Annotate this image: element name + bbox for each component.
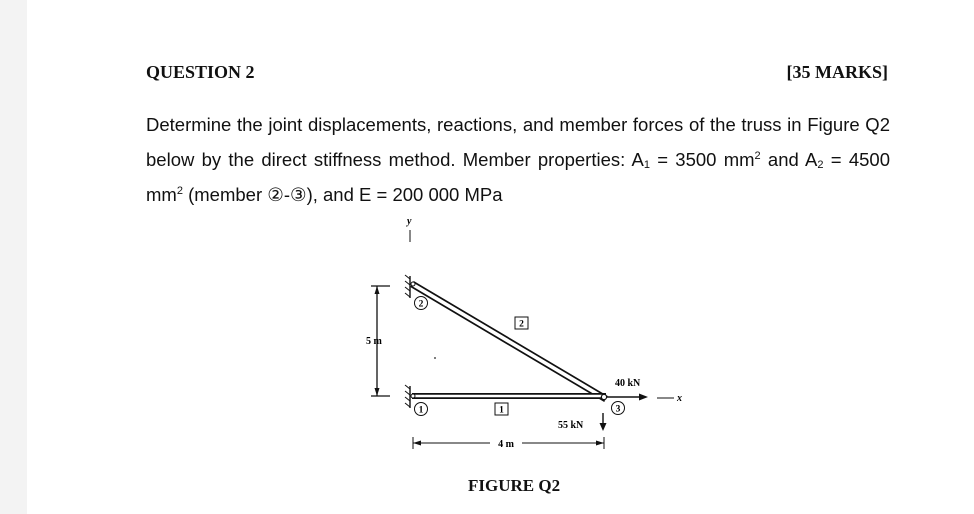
figure-caption: FIGURE Q2: [468, 476, 561, 495]
node-3-marker: [612, 402, 625, 415]
node-2-marker: [415, 297, 428, 310]
question-title: QUESTION 2: [146, 62, 255, 82]
height-label: 5 m: [366, 336, 382, 347]
x-axis-label: x: [677, 393, 682, 404]
node-2-label: 2: [418, 299, 424, 310]
width-dimension: [413, 437, 604, 450]
load-horizontal: [607, 378, 648, 401]
member-2-marker: [515, 317, 528, 330]
node-1-marker: [415, 403, 428, 416]
left-margin-strip: [0, 0, 27, 514]
support-node-1: [405, 385, 415, 408]
superscript-squared-2: 2: [176, 185, 183, 197]
question-marks: [35 MARKS]: [786, 62, 888, 82]
width-label: 4 m: [498, 439, 514, 450]
question-text-part2: = 3500 mm: [649, 149, 755, 170]
y-axis-label: y: [407, 216, 412, 227]
member-2: [412, 284, 606, 399]
question-text-part3: and A: [760, 149, 818, 170]
truss-figure: [350, 210, 700, 480]
question-text-part1: Determine the joint displacements, reactions, and member forces of the truss in Figure Q2 below by the direct stiffness method. Member properties: A: [146, 114, 890, 170]
y-axis: [406, 216, 412, 242]
load-vertical-label: 55 kN: [558, 420, 584, 431]
member-1-label: 1: [499, 405, 504, 416]
subscript-a1: 1: [643, 159, 650, 171]
load-vertical: [558, 413, 607, 431]
subscript-a2: 2: [817, 159, 824, 171]
node-1-label: 1: [418, 405, 424, 416]
joint-node-3: [601, 394, 606, 399]
height-dimension: [366, 286, 390, 396]
member-2-label: 2: [519, 319, 524, 330]
question-text: [146, 107, 890, 212]
member-1-marker: [495, 403, 508, 416]
x-axis: [657, 393, 682, 404]
node-3-label: 3: [615, 404, 621, 415]
question-text-part5: (member ②-③), and E = 200 000 MPa: [182, 184, 503, 205]
superscript-squared-1: 2: [754, 150, 761, 162]
question-text-part4: = 4500 mm: [146, 149, 890, 205]
load-horizontal-label: 40 kN: [615, 378, 641, 389]
